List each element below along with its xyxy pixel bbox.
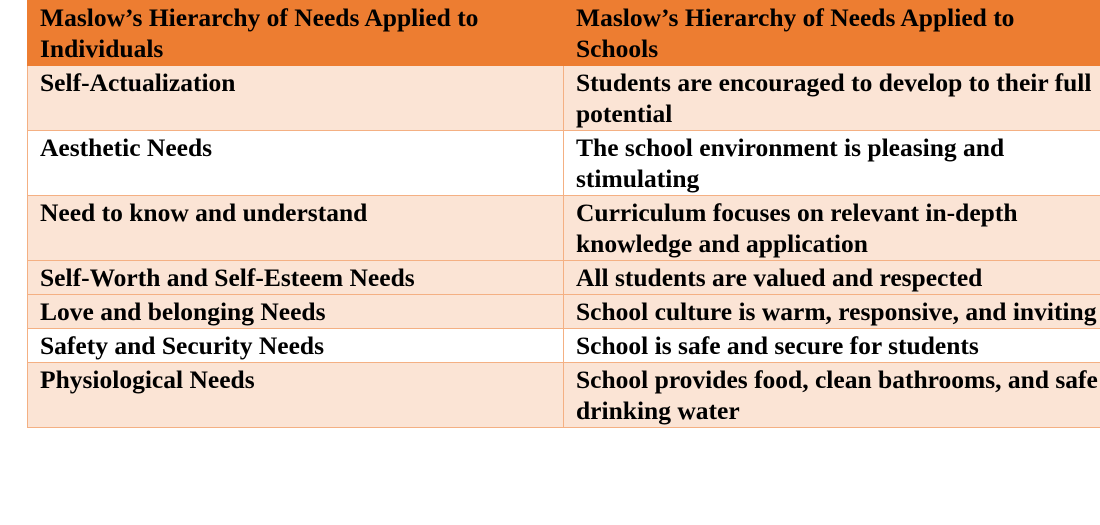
maslow-comparison-table (27, 0, 1100, 428)
individual-need-cell: Love and belonging Needs (28, 295, 564, 329)
table-row (28, 261, 1100, 295)
individual-need-cell: Aesthetic Needs (28, 131, 564, 196)
individual-need-cell: Self-Worth and Self-Esteem Needs (28, 261, 564, 295)
table-row (28, 131, 1100, 196)
individual-need-cell: Safety and Security Needs (28, 329, 564, 363)
table-row (28, 66, 1100, 131)
header-schools: Maslow’s Hierarchy of Needs Applied to Schools (564, 1, 1100, 66)
table-row (28, 295, 1100, 329)
table-row (28, 196, 1100, 261)
header-individuals: Maslow’s Hierarchy of Needs Applied to Individuals (28, 1, 564, 66)
school-application-cell: Students are encouraged to develop to their full potential (564, 66, 1100, 131)
school-application-cell: Curriculum focuses on relevant in-depth knowledge and application (564, 196, 1100, 261)
school-application-cell: School culture is warm, responsive, and inviting (564, 295, 1100, 329)
table-row (28, 329, 1100, 363)
table-header-row (28, 1, 1100, 66)
school-application-cell: School is safe and secure for students (564, 329, 1100, 363)
school-application-cell: School provides food, clean bathrooms, and safe drinking water (564, 363, 1100, 428)
table-row (28, 363, 1100, 428)
individual-need-cell: Self-Actualization (28, 66, 564, 131)
individual-need-cell: Physiological Needs (28, 363, 564, 428)
school-application-cell: The school environment is pleasing and stimulating (564, 131, 1100, 196)
individual-need-cell: Need to know and understand (28, 196, 564, 261)
school-application-cell: All students are valued and respected (564, 261, 1100, 295)
